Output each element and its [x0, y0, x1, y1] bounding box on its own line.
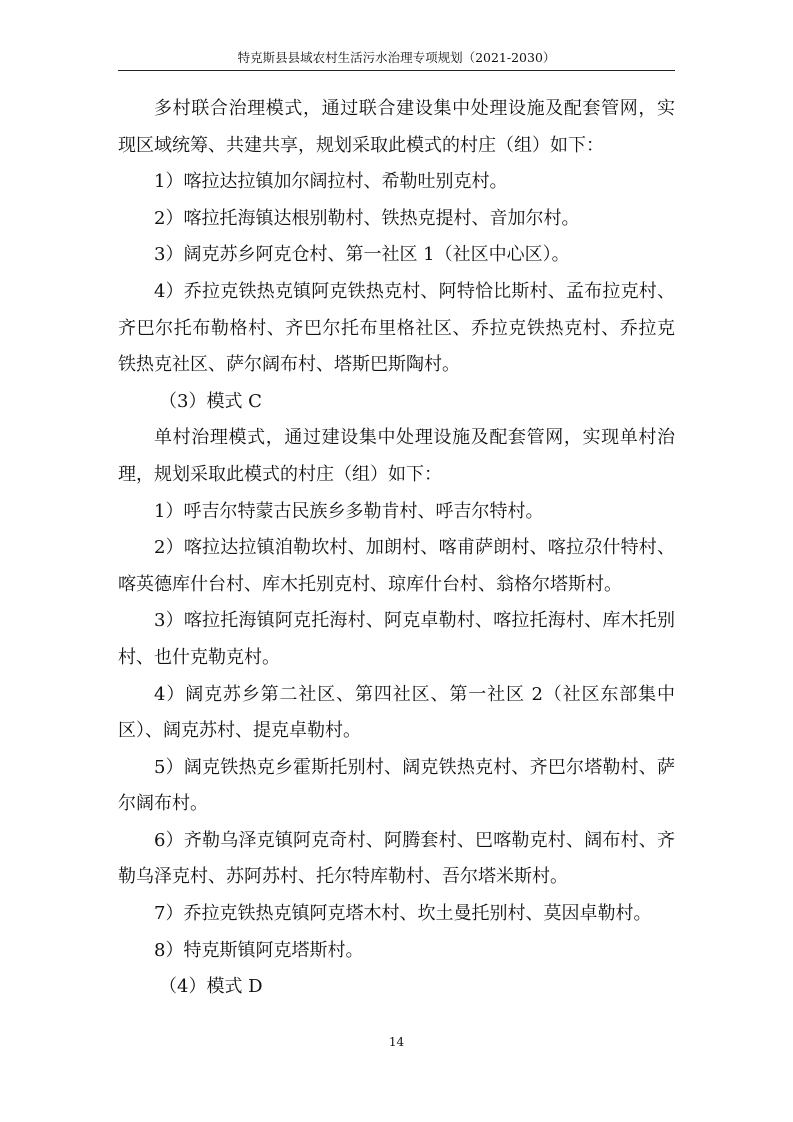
page-header-title: 特克斯县县域农村生活污水治理专项规划（2021-2030）	[237, 50, 556, 65]
list-item-mode-c-4: 4）阔克苏乡第二社区、第四社区、第一社区 2（社区东部集中区）、阔克苏村、提克卓勒村。	[118, 683, 675, 742]
list-item-mode-c-2: 2）喀拉达拉镇洎勒坎村、加朗村、喀甫萨朗村、喀拉尕什特村、喀英德库什台村、库木托别克村、琼库什台村、翁格尔塔斯村。	[118, 537, 675, 595]
paragraph-mode-b-intro: 多村联合治理模式，通过联合建设集中处理设施及配套管网，实现区域统筹、共建共享，规划采取此模式的村庄（组）如下：	[118, 98, 675, 156]
page-number: 14	[388, 1035, 405, 1049]
list-item-mode-c-1: 1）呼吉尔特蒙古民族乡多勒肯村、呼吉尔特村。	[154, 500, 544, 522]
header-divider	[118, 70, 675, 71]
list-item-mode-c-7: 7）乔拉克铁热克镇阿克塔木村、坎土曼托别村、莫因卓勒村。	[154, 903, 652, 925]
document-body	[118, 91, 675, 1006]
list-item-mode-c-6: 6）齐勒乌泽克镇阿克奇村、阿腾套村、巴喀勒克村、阔布村、齐勒乌泽克村、苏阿苏村、托尔特库勒村、吾尔塔米斯村。	[118, 829, 675, 888]
list-item-mode-c-3: 3）喀拉托海镇阿克托海村、阿克卓勒村、喀拉托海村、库木托别村、也什克勒克村。	[118, 610, 675, 668]
list-item-mode-b-1: 1）喀拉达拉镇加尔阔拉村、希勒吐别克村。	[154, 171, 508, 193]
paragraph-mode-c-intro: 单村治理模式，通过建设集中处理设施及配套管网，实现单村治理，规划采取此模式的村庄（组）如下：	[118, 427, 675, 485]
list-item-mode-b-2: 2）喀拉托海镇达根别勒村、铁热克提村、音加尔村。	[154, 207, 580, 229]
list-item-mode-c-5: 5）阔克铁热克乡霍斯托别村、阔克铁热克村、齐巴尔塔勒村、萨尔阔布村。	[118, 756, 675, 815]
section-heading-mode-c: （3）模式 C	[159, 390, 262, 412]
section-heading-mode-d: （4）模式 D	[159, 976, 263, 998]
list-item-mode-b-4: 4）乔拉克铁热克镇阿克铁热克村、阿特恰比斯村、孟布拉克村、齐巴尔托布勒格村、齐巴尔托布里格社区、乔拉克铁热克村、乔拉克铁热克社区、萨尔阔布村、塔斯巴斯陶村。	[118, 280, 675, 376]
list-item-mode-b-3: 3）阔克苏乡阿克仓村、第一社区 1（社区中心区）。	[154, 244, 570, 266]
list-item-mode-c-8: 8）特克斯镇阿克塔斯村。	[154, 939, 364, 961]
